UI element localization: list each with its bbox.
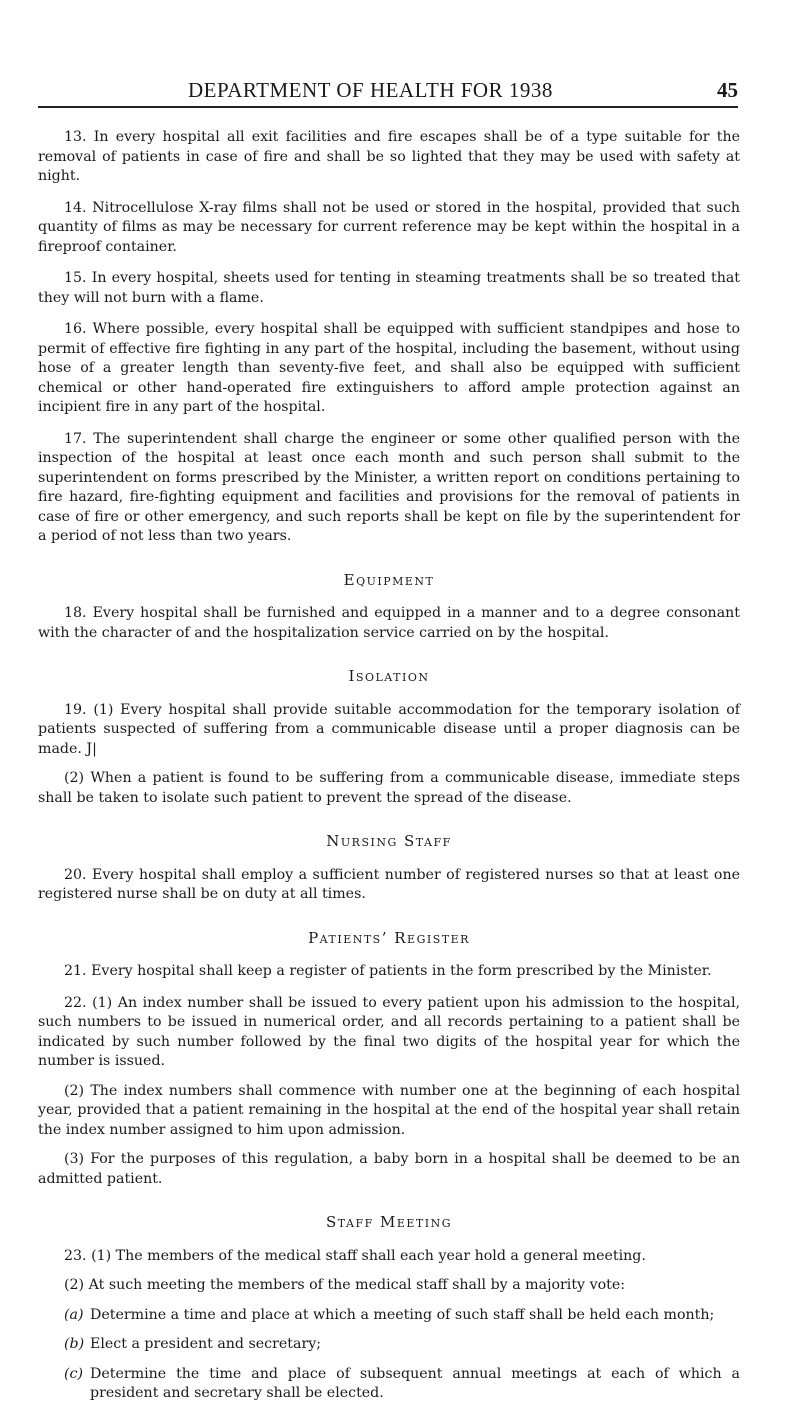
regulation-19-1: 19. (1) Every hospital shall provide suitable accommodation for the temporary isolation of patients suspected of suffering from a communicable disease until a proper diagnosis can be made. J| <box>38 701 740 757</box>
page-number: 45 <box>717 78 738 102</box>
page-header <box>38 72 738 108</box>
section-heading-patients-register: Patients’ Register <box>308 928 470 947</box>
regulation-23-1: 23. (1) The members of the medical staff shall each year hold a general meeting. <box>64 1247 646 1264</box>
regulation-22-2: (2) The index numbers shall commence with number one at the beginning of each hospital year, provided that a patient remaining in the hospital at the end of the hospital year shall retain the index number assigned to him upon admission. <box>38 1082 740 1138</box>
regulation-18: 18. Every hospital shall be furnished and equipped in a manner and to a degree consonant with the character of and the hospitalization service carried on by the hospital. <box>38 605 740 641</box>
section-heading-isolation: Isolation <box>348 667 430 685</box>
clause-label-a: (a) <box>64 1306 84 1323</box>
section-heading-equipment: Equipment <box>343 570 435 589</box>
regulation-23-b <box>64 1335 740 1355</box>
regulation-16: 16. Where possible, every hospital shall be equipped with sufficient standpipes and hose to permit of effective fire fighting in any part of the hospital, including the basement, without using hose of a greater length than seventy-five feet, and shall also be equipped with sufficient chemical or other hand-operated fire extinguishers to afford ample protection against an incipient fire in any part of the hospital. <box>38 321 740 415</box>
regulation-23-a <box>64 1306 740 1326</box>
regulation-22-1: 22. (1) An index number shall be issued to every patient upon his admission to the hospital, such numbers to be issued in numerical order, and all records pertaining to a patient shall be indicated by such number followed by the final two digits of the hospital year for which the number is issued. <box>38 994 740 1069</box>
clause-text-a: Determine a time and place at which a meeting of such staff shall be held each month; <box>90 1306 715 1323</box>
regulation-22-3: (3) For the purposes of this regulation, a baby born in a hospital shall be deemed to be an admitted patient. <box>38 1151 740 1187</box>
regulation-23-c <box>64 1365 740 1404</box>
clause-label-c: (c) <box>64 1365 84 1382</box>
clause-text-c: Determine the time and place of subsequent annual meetings at each of which a president and secretary shall be elected. <box>90 1365 740 1401</box>
regulation-13: 13. In every hospital all exit facilities and fire escapes shall be of a type suitable for the removal of patients in case of fire and shall be so lighted that they may be used with safety at night. <box>38 129 740 184</box>
section-heading-nursing-staff: Nursing Staff <box>326 832 452 850</box>
regulation-17: 17. The superintendent shall charge the engineer or some other qualified person with the inspection of the hospital at least once each month and such person shall submit to the superintendent on forms prescribed by the Minister, a written report on conditions pertaining to fire hazard, fire-fighting equipment and facilities and provisions for the removal of patients in case of fire or other emergency, and such reports shall be kept on file by the superintendent for a period of not less than two years. <box>38 430 740 544</box>
clause-text-b: Elect a president and secretary; <box>90 1336 322 1352</box>
regulation-23-2: (2) At such meeting the members of the medical staff shall by a majority vote: <box>64 1277 626 1293</box>
regulation-14: 14. Nitrocellulose X-ray films shall not be used or stored in the hospital, provided that such quantity of films as may be necessary for current reference may be kept within the hospital in a fireproof container. <box>38 199 740 255</box>
regulation-19-2: (2) When a patient is found to be suffering from a communicable disease, immediate steps shall be taken to isolate such patient to prevent the spread of the disease. <box>38 770 740 806</box>
section-heading-staff-meeting: Staff Meeting <box>325 1213 452 1231</box>
page-title: DEPARTMENT OF HEALTH FOR 1938 <box>188 78 553 102</box>
regulation-15: 15. In every hospital, sheets used for tenting in steaming treatments shall be so treated that they will not burn with a flame. <box>38 270 740 306</box>
regulation-20: 20. Every hospital shall employ a sufficient number of registered nurses so that at least one registered nurse shall be on duty at all times. <box>38 866 740 902</box>
clause-label-b: (b) <box>64 1336 85 1352</box>
document-body <box>38 128 740 1414</box>
regulation-21: 21. Every hospital shall keep a register of patients in the form prescribed by the Minister. <box>64 963 712 979</box>
